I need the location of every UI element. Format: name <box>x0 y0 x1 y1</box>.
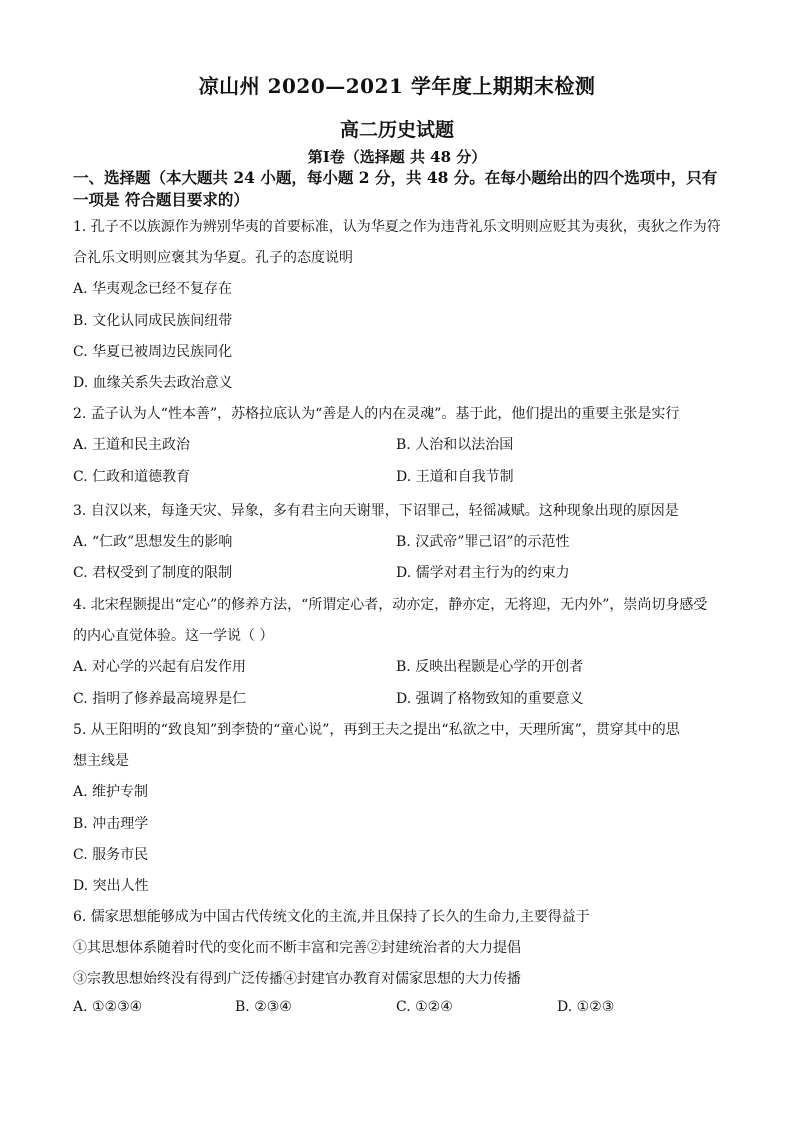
q4-option-d: D. 强调了格物致知的重要意义 <box>396 691 584 707</box>
q5-stem-line2: 想主线是 <box>73 753 129 769</box>
q5-option-c: C. 服务市民 <box>73 847 149 863</box>
q2-option-d: D. 王道和自我节制 <box>396 469 514 485</box>
q2-stem-line1: 2. 孟子认为人“性本善”，苏格拉底认为“善是人的内在灵魂”。基于此，他们提出的重要主张是实行 <box>73 406 680 422</box>
q6-stem-line2: ①其思想体系随着时代的变化而不断丰富和完善②封建统治者的大力提倡 <box>73 940 521 956</box>
q6-option-a: A. ①②③④ <box>73 999 143 1015</box>
q3-option-a: A. “仁政”思想发生的影响 <box>73 534 233 550</box>
q5-option-d: D. 突出人性 <box>73 878 149 894</box>
q3-option-c: C. 君权受到了制度的限制 <box>73 565 233 581</box>
q6-option-c: C. ①②④ <box>396 999 453 1015</box>
q6-stem-line1: 6. 儒家思想能够成为中国古代传统文化的主流,并且保持了长久的生命力,主要得益于 <box>73 909 590 925</box>
q2-option-b: B. 人治和以法治国 <box>396 437 514 453</box>
q1-option-c: C. 华夏已被周边民族同化 <box>73 344 233 360</box>
q3-option-d: D. 儒学对君主行为的约束力 <box>396 565 570 581</box>
exam-subtitle: 高二历史试题 <box>339 119 454 141</box>
q5-stem-line1: 5. 从王阳明的“致良知”到李贽的“童心说”，再到王夫之提出“私欲之中，天理所寓”，贯穿其中的思 <box>73 722 680 738</box>
q1-stem-line2: 合礼乐文明则应褒其为华夏。孔子的态度说明 <box>73 250 353 266</box>
q3-option-b: B. 汉武帝”罪己诏”的示范性 <box>396 534 570 550</box>
q5-option-a: A. 维护专制 <box>73 784 149 800</box>
q2-option-c: C. 仁政和道德教育 <box>73 469 191 485</box>
q1-stem-line1: 1. 孔子不以族源作为辨别华夷的首要标准，认为华夏之作为违背礼乐文明则应贬其为夷狄，夷狄之作为符 <box>73 219 721 235</box>
q1-option-a: A. 华夷观念已经不复存在 <box>73 281 233 297</box>
q2-option-a: A. 王道和民主政治 <box>73 437 191 453</box>
q4-option-a: A. 对心学的兴起有启发作用 <box>73 659 247 675</box>
q4-option-c: C. 指明了修养最高境界是仁 <box>73 691 247 707</box>
section-heading: 一、选择题（本大题共 24 小题，每小题 2 分，共 48 分。在每小题给出的四个选项中，只有一项是 符合题目要求的） <box>73 168 718 209</box>
q6-option-b: B. ②③④ <box>235 999 292 1015</box>
q4-stem-line1: 4. 北宋程颢提出“定心”的修养方法，“所谓定心者，动亦定，静亦定，无将迎，无内外”，崇尚切身感受 <box>73 597 708 613</box>
q4-stem-line2: 的内心直觉体验。这一学说（ ） <box>73 628 274 644</box>
q6-option-d: D. ①②③ <box>557 999 615 1015</box>
q5-option-b: B. 冲击理学 <box>73 816 149 832</box>
q4-option-b: B. 反映出程颢是心学的开创者 <box>396 659 584 675</box>
q3-stem-line1: 3. 自汉以来，每逢天灾、异象，多有君主向天谢罪，下诏罪己，轻徭减赋。这种现象出现的原因是 <box>73 503 679 519</box>
q1-option-d: D. 血缘关系失去政治意义 <box>73 375 233 391</box>
q1-option-b: B. 文化认同成民族间纽带 <box>73 313 233 329</box>
volume-heading: 第Ⅰ卷（选择题 共 48 分） <box>307 148 487 166</box>
q6-stem-line3: ③宗教思想始终没有得到广泛传播④封建官办教育对儒家思想的大力传播 <box>73 971 521 987</box>
exam-title: 凉山州 2020—2021 学年度上期期末检测 <box>198 74 596 98</box>
